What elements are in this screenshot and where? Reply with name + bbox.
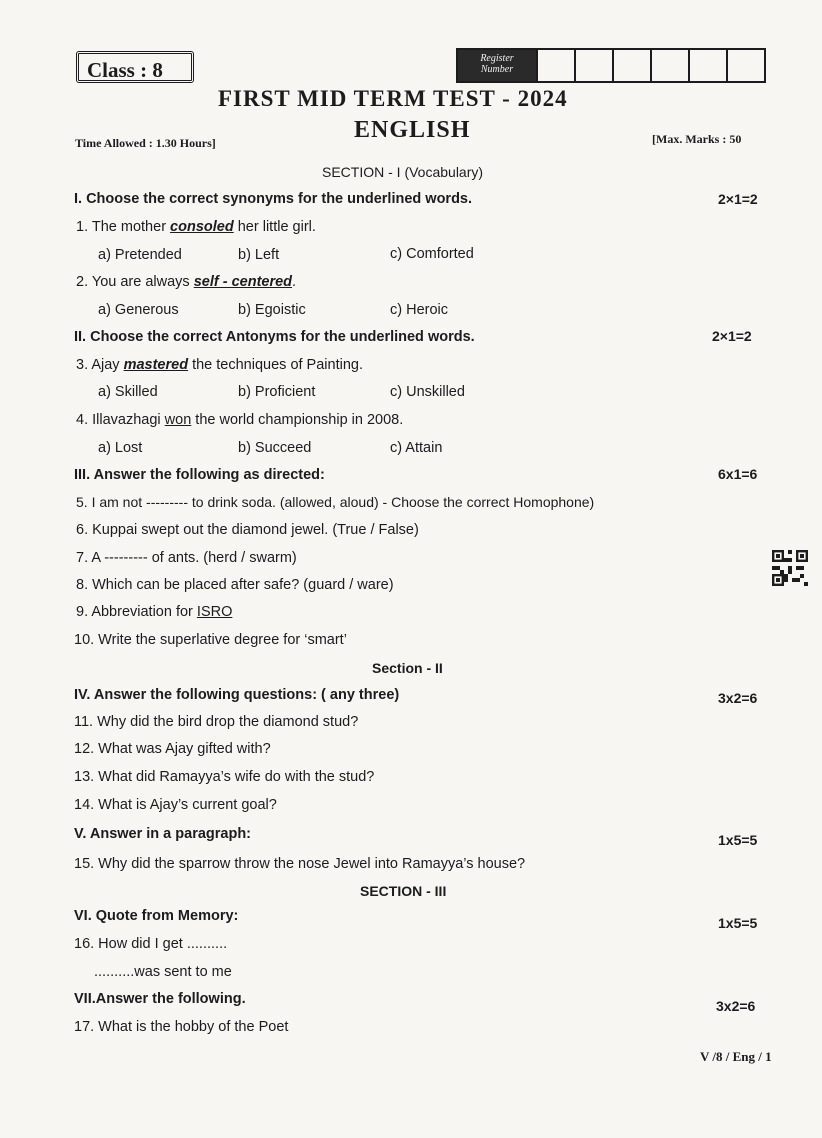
- question-16-line-2: ..........was sent to me: [94, 964, 232, 980]
- underlined-word: ISRO: [196, 604, 233, 620]
- part-marks: 3x2=6: [716, 998, 756, 1014]
- register-digit-cell[interactable]: [726, 50, 764, 81]
- part-heading: V. Answer in a paragraph:: [74, 826, 252, 842]
- option-b: b) Succeed: [238, 440, 312, 456]
- question-13: 13. What did Ramayya’s wife do with the stud?: [74, 769, 375, 785]
- underlined-word: self - centered: [193, 274, 293, 290]
- question-14: 14. What is Ajay’s current goal?: [74, 797, 277, 813]
- question-8: 8. Which can be placed after safe? (guard / ware): [76, 577, 394, 593]
- underlined-word: consoled: [170, 219, 234, 235]
- question-17: 17. What is the hobby of the Poet: [74, 1019, 289, 1035]
- part-marks: 6x1=6: [718, 466, 758, 482]
- part-heading: VII.Answer the following.: [74, 991, 246, 1007]
- question-5: 5. I am not --------- to drink soda. (allowed, aloud) - Choose the correct Homophone): [76, 494, 595, 510]
- section-title: Section - II: [372, 660, 443, 676]
- register-number-box: [456, 48, 766, 83]
- part-marks: 2×1=2: [712, 328, 752, 344]
- option-a: a) Generous: [98, 302, 179, 318]
- question-15: 15. Why did the sparrow throw the nose Jewel into Ramayya’s house?: [74, 856, 526, 872]
- option-c: c) Heroic: [390, 302, 449, 318]
- question-7: 7. A --------- of ants. (herd / swarm): [76, 550, 297, 566]
- option-b: b) Proficient: [238, 384, 316, 400]
- register-digit-cell[interactable]: [650, 50, 688, 81]
- register-digit-cell[interactable]: [574, 50, 612, 81]
- page-code: V /8 / Eng / 1: [700, 1049, 772, 1064]
- underlined-word: won: [164, 412, 192, 428]
- register-number-label: Register Number: [458, 50, 536, 81]
- question-3: 3. Ajay mastered the techniques of Painting.: [76, 357, 363, 373]
- subject-title: ENGLISH: [354, 117, 471, 143]
- question-10: 10. Write the superlative degree for ‘smart’: [74, 632, 347, 648]
- option-c: c) Comforted: [390, 246, 474, 262]
- part-heading: I. Choose the correct synonyms for the underlined words.: [74, 191, 473, 207]
- part-marks: 3x2=6: [718, 690, 758, 706]
- question-12: 12. What was Ajay gifted with?: [74, 741, 271, 757]
- section-title: SECTION - III: [360, 883, 447, 899]
- part-heading: III. Answer the following as directed:: [74, 467, 325, 483]
- part-heading: VI. Quote from Memory:: [74, 908, 239, 924]
- question-1: 1. The mother consoled her little girl.: [76, 219, 316, 235]
- question-9: 9. Abbreviation for ISRO: [76, 604, 233, 620]
- register-digit-cell[interactable]: [612, 50, 650, 81]
- register-digit-cell[interactable]: [688, 50, 726, 81]
- part-heading: II. Choose the correct Antonyms for the underlined words.: [74, 329, 475, 345]
- part-marks: 1x5=5: [718, 915, 758, 931]
- max-marks: [Max. Marks : 50: [652, 132, 742, 146]
- option-a: a) Skilled: [98, 384, 158, 400]
- option-c: c) Attain: [390, 440, 443, 456]
- class-label: Class : 8: [76, 51, 194, 83]
- question-4: 4. Illavazhagi won the world championship in 2008.: [76, 412, 404, 428]
- part-heading: IV. Answer the following questions: ( any three): [74, 687, 400, 703]
- question-11: 11. Why did the bird drop the diamond stud?: [74, 714, 359, 730]
- exam-title: FIRST MID TERM TEST - 2024: [218, 86, 568, 111]
- option-b: b) Egoistic: [238, 302, 306, 318]
- underlined-word: mastered: [123, 357, 189, 373]
- register-digit-cell[interactable]: [536, 50, 574, 81]
- option-a: a) Lost: [98, 440, 143, 456]
- part-marks: 1x5=5: [718, 832, 758, 848]
- question-2: 2. You are always self - centered.: [76, 274, 297, 290]
- part-marks: 2×1=2: [718, 191, 758, 207]
- question-16: 16. How did I get ..........: [74, 936, 228, 952]
- question-6: 6. Kuppai swept out the diamond jewel. (True / False): [76, 522, 419, 538]
- option-c: c) Unskilled: [390, 384, 465, 400]
- option-a: a) Pretended: [98, 247, 182, 263]
- time-allowed: Time Allowed : 1.30 Hours]: [75, 136, 216, 150]
- qr-code-icon: [772, 550, 808, 586]
- section-title: SECTION - I (Vocabulary): [322, 164, 484, 180]
- option-b: b) Left: [238, 247, 280, 263]
